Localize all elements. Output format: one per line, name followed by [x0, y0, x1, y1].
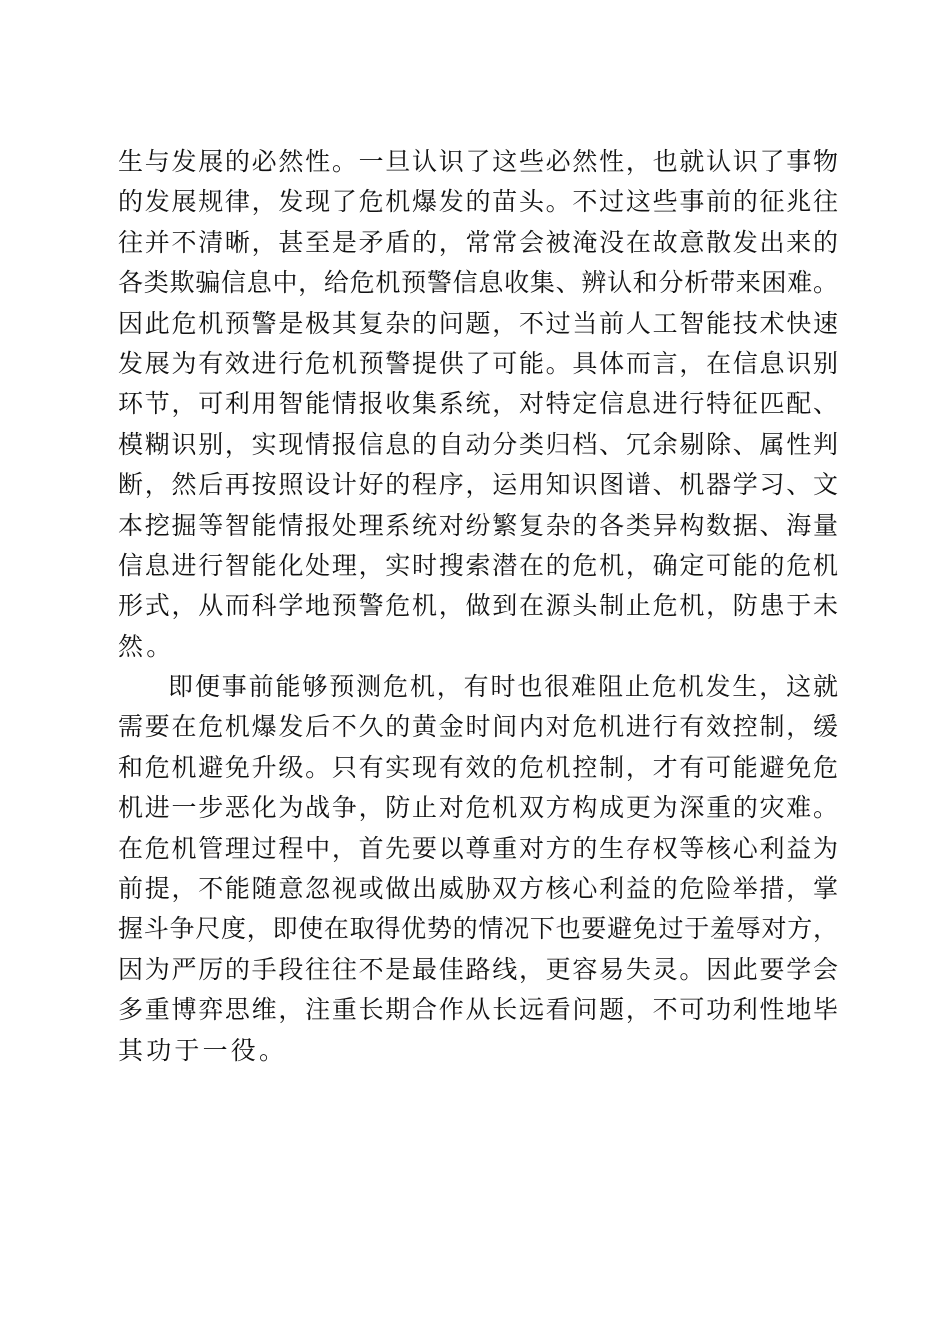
text-line: 本挖掘等智能情报处理系统对纷繁复杂的各类异构数据、海量 — [118, 510, 838, 540]
text-line: 和危机避免升级。只有实现有效的危机控制，才有可能避免危 — [118, 752, 838, 782]
text-line: 各类欺骗信息中，给危机预警信息收集、辨认和分析带来困难。 — [118, 268, 838, 298]
text-line: 其功于一役。 — [118, 1035, 288, 1065]
text-line: 往并不清晰，甚至是矛盾的，常常会被淹没在故意散发出来的 — [118, 227, 838, 257]
text-line: 因此危机预警是极其复杂的问题，不过当前人工智能技术快速 — [118, 308, 838, 338]
text-line: 环节，可利用智能情报收集系统，对特定信息进行特征匹配、 — [118, 389, 838, 419]
paragraph-2 — [118, 667, 838, 1071]
text-line: 在危机管理过程中，首先要以尊重对方的生存权等核心利益为 — [118, 833, 838, 863]
text-line: 发展为有效进行危机预警提供了可能。具体而言，在信息识别 — [118, 348, 838, 378]
text-line: 信息进行智能化处理，实时搜索潜在的危机，确定可能的危机 — [118, 550, 838, 580]
text-line: 断，然后再按照设计好的程序，运用知识图谱、机器学习、文 — [118, 470, 838, 500]
text-line: 机进一步恶化为战争，防止对危机双方构成更为深重的灾难。 — [118, 793, 838, 823]
text-line: 然。 — [118, 631, 175, 661]
text-line: 需要在危机爆发后不久的黄金时间内对危机进行有效控制，缓 — [118, 712, 838, 742]
text-line: 的发展规律，发现了危机爆发的苗头。不过这些事前的征兆往 — [118, 187, 838, 217]
text-line: 生与发展的必然性。一旦认识了这些必然性，也就认识了事物 — [118, 147, 838, 176]
text-line: 即便事前能够预测危机，有时也很难阻止危机发生，这就 — [168, 672, 838, 702]
text-line: 模糊识别，实现情报信息的自动分类归档、冗余剔除、属性判 — [118, 429, 838, 459]
text-line: 多重博弈思维，注重长期合作从长远看问题，不可功利性地毕 — [118, 995, 838, 1025]
text-line: 前提，不能随意忽视或做出威胁双方核心利益的危险举措，掌 — [118, 874, 838, 904]
text-line: 形式，从而科学地预警危机，做到在源头制止危机，防患于未 — [118, 591, 838, 621]
paragraph-1 — [118, 142, 838, 667]
text-line: 握斗争尺度，即使在取得优势的情况下也要避免过于羞辱对方， — [118, 914, 838, 944]
text-line: 因为严厉的手段往往不是最佳路线，更容易失灵。因此要学会 — [118, 954, 838, 984]
body-text — [118, 142, 838, 1071]
